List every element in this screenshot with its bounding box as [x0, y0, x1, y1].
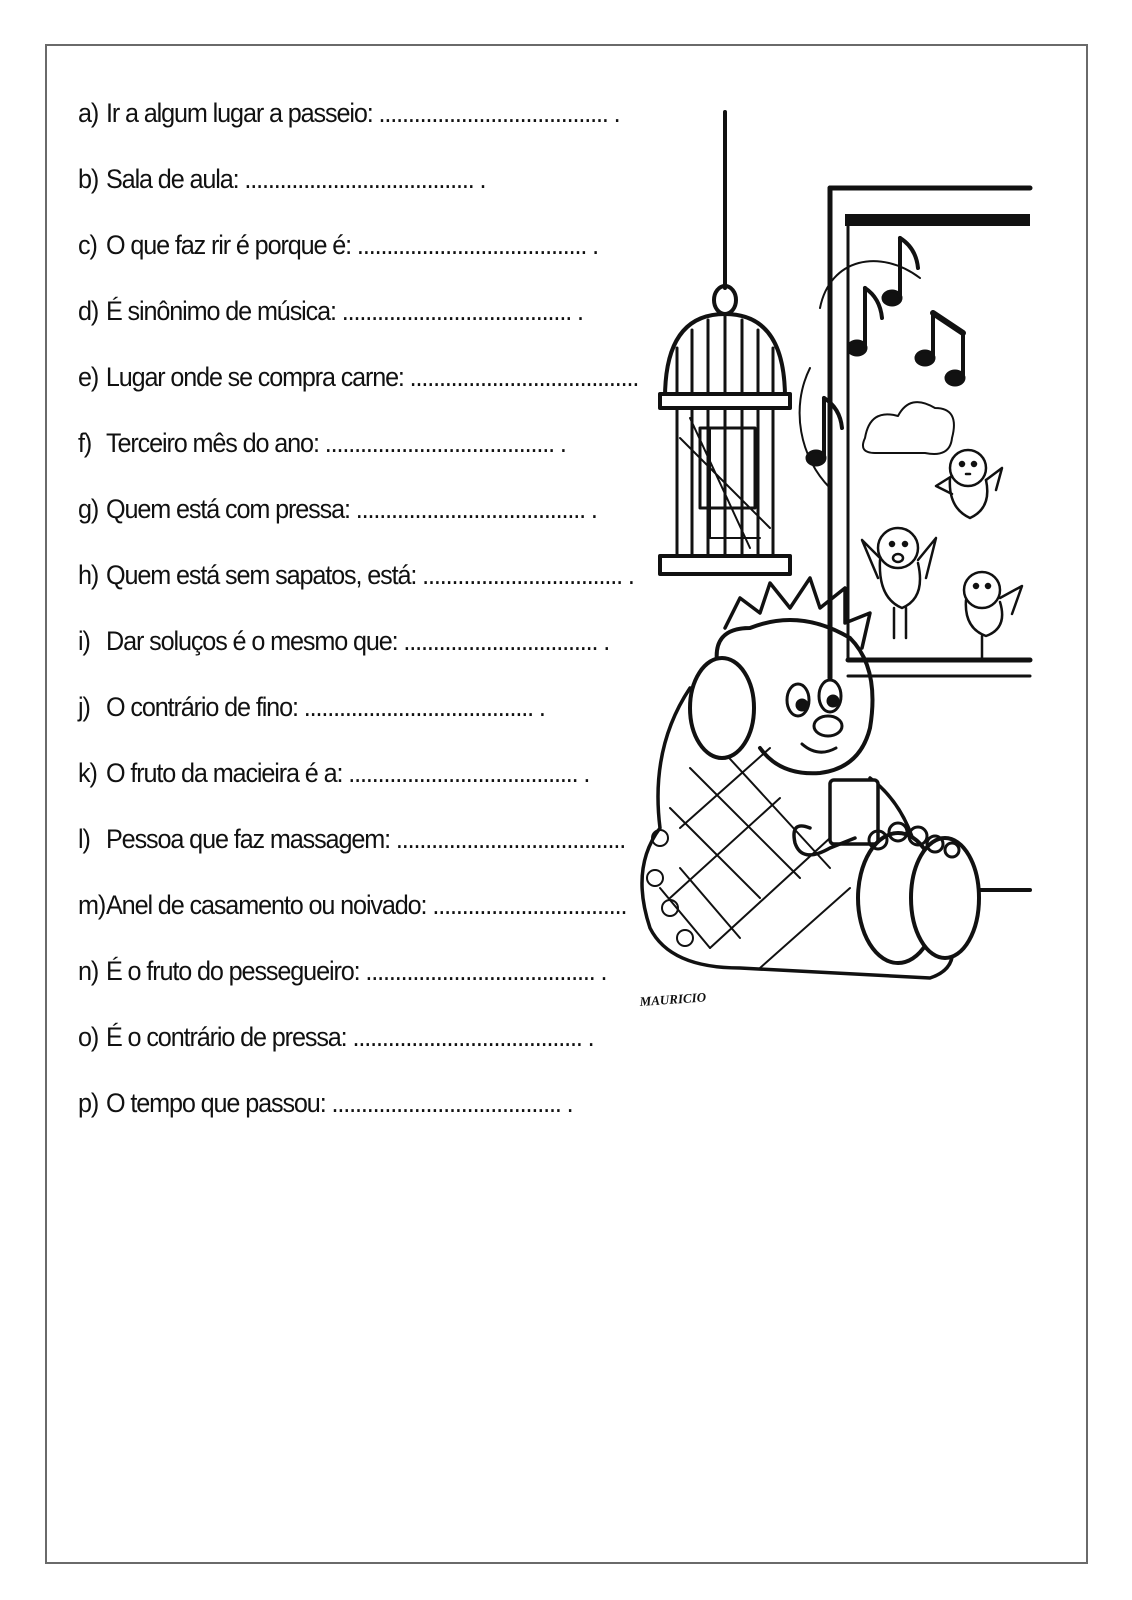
item-text: O contrário de fino: ....................................... . [105, 692, 545, 722]
list-item [78, 494, 638, 560]
exercise-list [78, 98, 678, 1154]
item-letter: e) [78, 362, 99, 392]
list-item [78, 1022, 638, 1088]
list-item [78, 164, 638, 230]
list-item [78, 956, 638, 1022]
cloud-icon [863, 402, 954, 454]
music-notes-icon [800, 238, 964, 488]
item-letter: n) [78, 956, 99, 986]
item-text: É o fruto do pessegueiro: ....................................... . [105, 956, 607, 986]
item-letter: i) [78, 626, 90, 656]
item-text: Anel de casamento ou noivado: ................................. [105, 890, 627, 920]
item-letter: f) [78, 428, 92, 458]
list-item [78, 890, 638, 956]
item-letter: j) [78, 692, 90, 722]
item-letter: d) [78, 296, 99, 326]
cartoon-illustration [630, 108, 1050, 1028]
item-text: Quem está sem sapatos, está: .................................. . [105, 560, 634, 590]
bird-icon [862, 528, 936, 638]
item-letter: c) [78, 230, 97, 260]
item-letter: k) [78, 758, 97, 788]
list-item [78, 230, 638, 296]
item-text: Sala de aula: ....................................... . [105, 164, 486, 194]
list-item [78, 296, 638, 362]
list-item [78, 824, 638, 890]
list-item [78, 1088, 638, 1154]
item-text: Dar soluços é o mesmo que: ................................. . [105, 626, 610, 656]
bird-icon [964, 572, 1022, 658]
item-letter: a) [78, 98, 99, 128]
item-letter: m) [78, 890, 106, 920]
item-text: Lugar onde se compra carne: ....................................... [105, 362, 639, 392]
list-item [78, 626, 638, 692]
item-text: O tempo que passou: ....................................... . [105, 1088, 573, 1118]
artist-signature: MAURICIO [639, 989, 707, 1009]
item-text: O fruto da macieira é a: ....................................... . [105, 758, 590, 788]
list-item [78, 560, 638, 626]
item-text: É o contrário de pressa: ....................................... . [105, 1022, 594, 1052]
item-letter: b) [78, 164, 99, 194]
item-letter: h) [78, 560, 99, 590]
item-letter: g) [78, 494, 99, 524]
list-item [78, 692, 638, 758]
list-item [78, 362, 639, 428]
item-letter: l) [78, 824, 90, 854]
bird-icon [936, 450, 1002, 518]
boy-in-blanket-icon [642, 578, 979, 978]
list-item [78, 428, 638, 494]
item-text: O que faz rir é porque é: ....................................... . [105, 230, 598, 260]
item-text: Pessoa que faz massagem: ....................................... [105, 824, 626, 854]
item-text: Terceiro mês do ano: ....................................... . [105, 428, 566, 458]
item-text: Quem está com pressa: ....................................... . [105, 494, 597, 524]
item-letter: p) [78, 1088, 99, 1118]
item-text: É sinônimo de música: ....................................... . [105, 296, 583, 326]
bird-cage-icon [660, 112, 790, 574]
item-letter: o) [78, 1022, 99, 1052]
item-text: Ir a algum lugar a passeio: ....................................... . [105, 98, 620, 128]
list-item [78, 98, 638, 164]
list-item [78, 758, 638, 824]
